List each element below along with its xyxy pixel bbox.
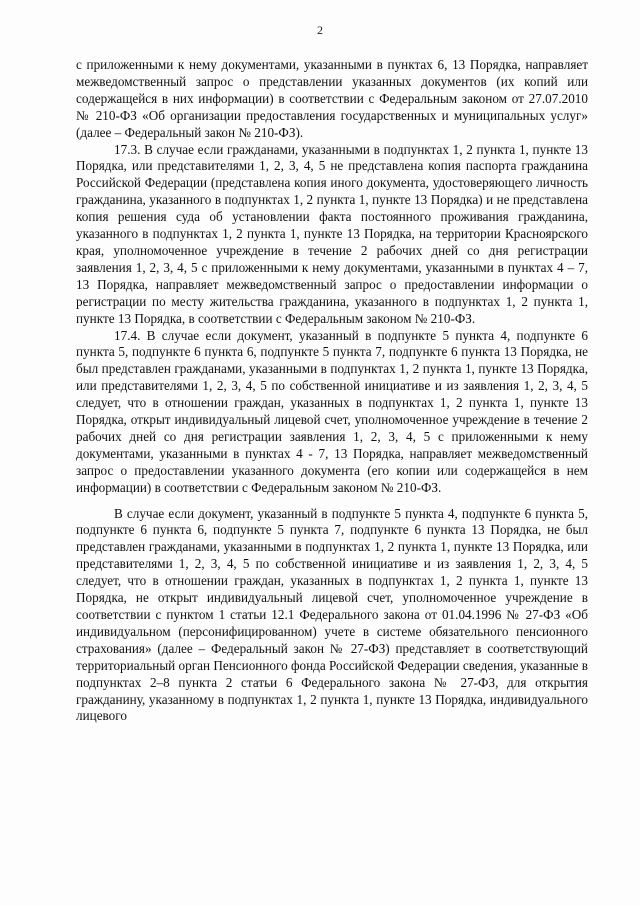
page-number: 2 — [317, 23, 323, 37]
paragraph-17-4: 17.4. В случае если документ, указанный в подпункте 5 пункта 4, подпункте 6 пункта 5, подпункте 6 пункта 6, подпункте 5 пункта 7, подпункте 6 пункта 13 Порядка, не был представлен гражданами, указанными в подпунктах 1, 2 пункта 1, пункте 13 Порядка, или представителями 1, 2, 3, 4, 5 по собственной инициативе и из заявления 1, 2, 3, 4, 5 следует, что в отношении граждан, указанных в подпунктах 1, 2 пункта 1, пункте 13 Порядка, открыт индивидуальный лицевой счет, уполномоченное учреждение в течение 2 рабочих дней со дня регистрации заявления 1, 2, 3, 4, 5 с приложенными к нему документами, указанными в пунктах 4 - 7, 13 Порядка, направляет межведомственный запрос о предоставлении указанного документа (его копии или содержащейся в нем информации) в соответствии с Федеральным законом № 210-ФЗ. — [76, 327, 588, 495]
paragraph-17-3: 17.3. В случае если гражданами, указанными в подпунктах 1, 2 пункта 1, пункте 13 Порядка, или представителями 1, 2, 3, 4, 5 не представлена копия паспорта гражданина Российской Федерации (представлена копия иного документа, удостоверяющего личность гражданина, указанного в подпунктах 1, 2 пункта 1, пункте 13 Порядка) и не представлена копия решения суда об установлении факта постоянного проживания гражданина, указанного в подпунктах 1, 2 пункта 1, пункте 13 Порядка, на территории Красноярского края, уполномоченное учреждение в течение 2 рабочих дней со дня регистрации заявления 1, 2, 3, 4, 5 с приложенными к нему документами, указанными в пунктах 4 – 7, 13 Порядка, направляет межведомственный запрос о предоставлении информации о регистрации по месту жительства гражданина, указанного в подпунктах 1, 2 пункта 1, пункте 13 Порядка, в соответствии с Федеральным законом № 210-ФЗ. — [76, 141, 588, 326]
document-body — [76, 57, 588, 725]
paragraph-continuation: с приложенными к нему документами, указанными в пунктах 6, 13 Порядка, направляет межведомственный запрос о представлении указанных документов (их копий или содержащейся в них информации) в соответствии с Федеральным законом от 27.07.2010 № 210-ФЗ «Об организации предоставления государственных и муниципальных услуг» (далее – Федеральный закон № 210-ФЗ). — [76, 57, 588, 140]
paragraph-17-4-second: В случае если документ, указанный в подпункте 5 пункта 4, подпункте 6 пункта 5, подпункте 6 пункта 6, подпункте 5 пункта 7, подпункте 6 пункта 13 Порядка, не был представлен гражданами, указанными в подпунктах 1, 2 пункта 1, пункте 13 Порядка, или представителями 1, 2, 3, 4, 5 по собственной инициативе и из заявления 1, 2, 3, 4, 5 следует, что в отношении граждан, указанных в подпунктах 1, 2 пункта 1, пункте 13 Порядка, не открыт индивидуальный лицевой счет, уполномоченное учреждение в соответствии с пунктом 1 статьи 12.1 Федерального закона от 01.04.1996 № 27-ФЗ «Об индивидуальном (персонифицированном) учете в системе обязательного пенсионного страхования» (далее – Федеральный закон № 27-ФЗ) представляет в соответствующий территориальный орган Пенсионного фонда Российской Федерации сведения, указанные в подпунктах 2–8 пункта 2 статьи 6 Федерального закона № 27-ФЗ, для открытия гражданину, указанному в подпунктах 1, 2 пункта 1, пункте 13 Порядка, индивидуального лицевого — [76, 505, 588, 724]
